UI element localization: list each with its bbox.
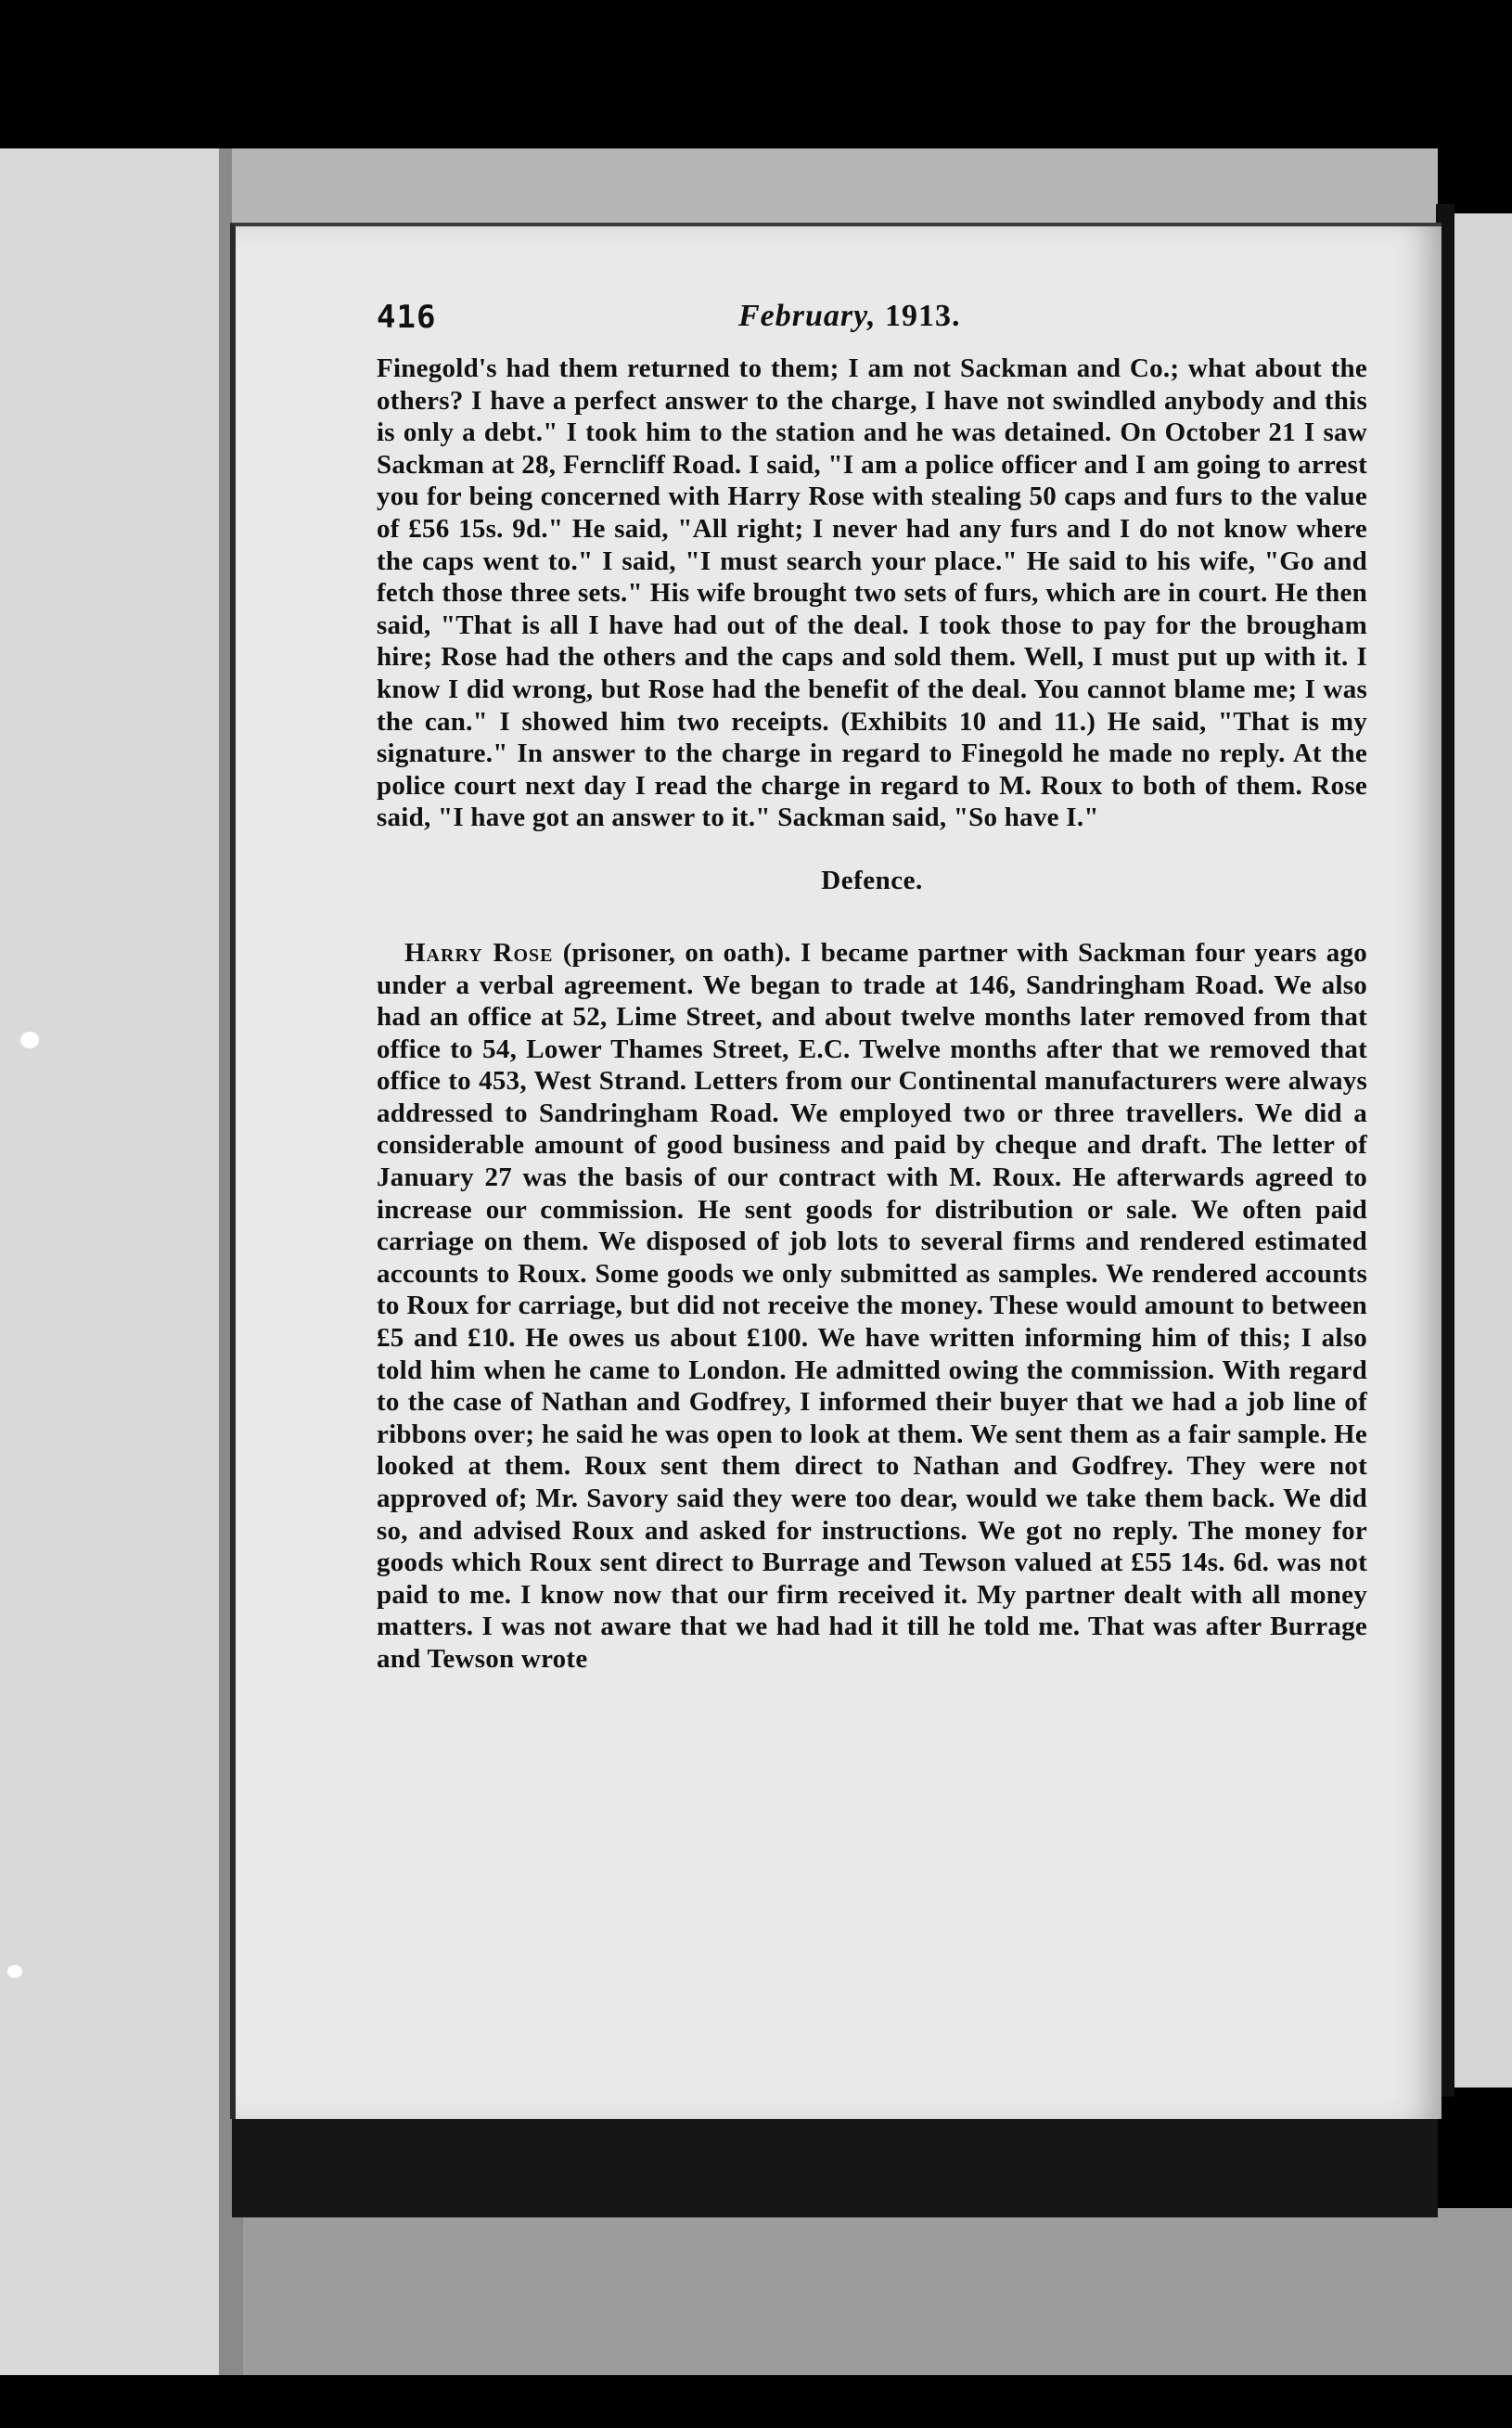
running-head — [377, 299, 1367, 353]
adjacent-right-page — [1447, 213, 1512, 2088]
page-content — [377, 299, 1367, 1676]
body-paragraph: Finegold's had them returned to them; I am not Sackman and Co.; what about the others? I have a perfect answer to the charge, I have not swindled anybody and this is only a debt." I took him to the station and he was detained. On October 21 I saw Sackman at 28, Ferncliff Road. I said, "I am a police officer and I am going to arrest you for being concerned with Harry Rose with stealing 50 caps and furs to the value of £56 15s. 9d." He said, "All right; I never had any furs and I do not know where the caps went to." I said, "I must search your place." He said to his wife, "Go and fetch those three sets." His wife brought two sets of furs, which are in court. He then said, "That is all I have had out of the deal. I took those to pay for the brougham hire; Rose had the others and the caps and sold them. Well, I must put up with it. I know I did wrong, but Rose had the benefit of the deal. You cannot blame me; I was the can." I showed him two receipts. (Exhibits 10 and 11.) He said, "That is my signature." In answer to the charge in regard to Finegold he made no reply. At the police court next day I read the charge in regard to M. Roux to both of them. Rose said, "I have got an answer to it." Sackman said, "So have I." — [377, 353, 1367, 833]
bottom-background — [243, 2208, 1512, 2375]
speaker-name: Harry Rose — [404, 937, 554, 968]
film-speck — [20, 1032, 39, 1048]
bottom-page-edge — [232, 2115, 1438, 2217]
running-head-year: 1913. — [884, 299, 961, 333]
running-head-month: February, — [738, 299, 877, 333]
film-speck — [7, 1965, 22, 1978]
defence-paragraph — [377, 937, 1367, 1676]
document-page — [230, 223, 1442, 2119]
section-heading: Defence. — [821, 865, 923, 895]
defence-testimony: (prisoner, on oath). I became partner with Sackman four years ago under a verbal agreement. We began to trade at 146, Sandringham Road. We also had an office at 52, Lime Street, and about twelve months later removed from that office to 54, Lower Thames Street, E.C. Twelve months after that we removed that office to 453, West Strand. Letters from our Continental manufacturers were always addressed to Sandringham Road. We employed two or three travellers. We did a considerable amount of good business and paid by cheque and draft. The letter of January 27 was the basis of our contract with M. Roux. He afterwards agreed to increase our commission. He sent goods for distribution or sale. We often paid carriage on them. We disposed of job lots to several firms and rendered estimated accounts to Roux. Some goods we only submitted as samples. We rendered accounts to Roux for carriage, but did not receive the money. These would amount to between £5 and £10. He owes us about £100. We have written informing him of this; I also told him when he came to London. He admitted owing the commission. With regard to the case of Nathan and Godfrey, I informed their buyer that we had a job line of ribbons over; he said he was open to look at them. We sent them as a fair sample. He looked at them. Roux sent them direct to Nathan and Godfrey. They were not approved of; Mr. Savory said they were too dear, would we take them back. We did so, and advised Roux and asked for instructions. We got no reply. The money for goods which Roux sent direct to Burrage and Tewson valued at £55 14s. 6d. was not paid to me. I know now that our firm received it. My partner dealt with all money matters. I was not aware that we had had it till he told me. That was after Burrage and Tewson wrote — [377, 937, 1367, 1674]
page-number: 416 — [377, 299, 437, 336]
top-page-edge — [232, 148, 1438, 223]
adjacent-left-page — [0, 148, 243, 2375]
running-head-title — [738, 299, 960, 334]
